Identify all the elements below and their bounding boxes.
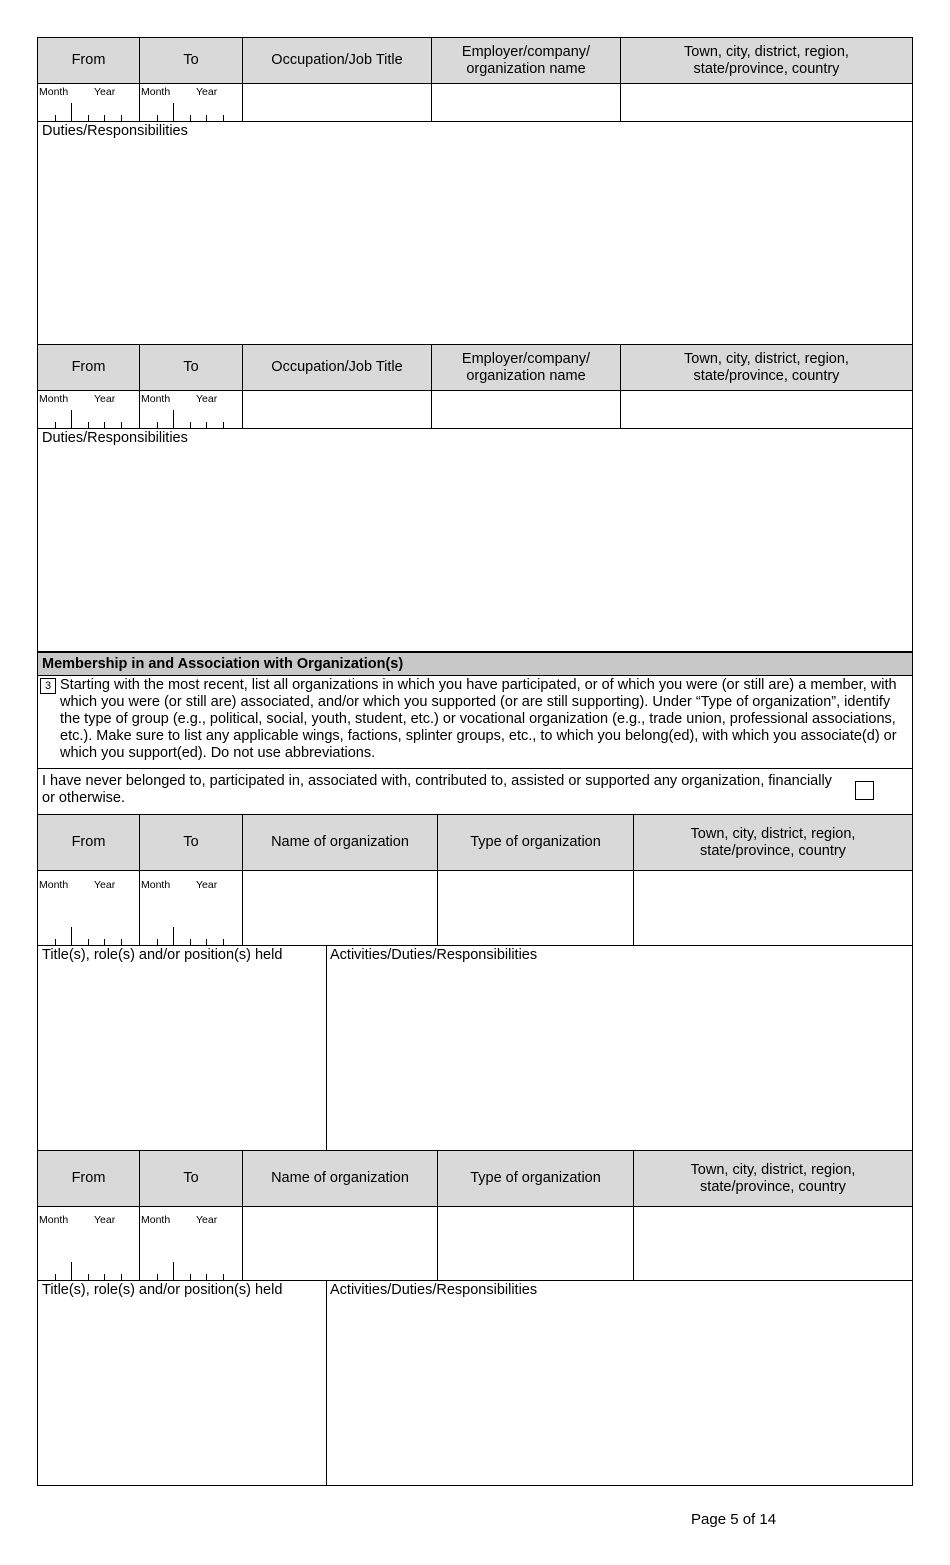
duties-field[interactable] <box>38 429 912 652</box>
org-name-field[interactable] <box>243 1207 438 1281</box>
duties-field[interactable] <box>38 122 912 344</box>
membership-instructions <box>38 676 912 769</box>
year-label: Year <box>196 1214 218 1226</box>
month-label: Month <box>39 1214 69 1226</box>
page-number: Page 5 of 14 <box>691 1511 777 1528</box>
year-label: Year <box>196 86 218 98</box>
header-org-name: Name of organization <box>243 1151 438 1207</box>
org-name-field[interactable] <box>243 871 438 946</box>
from-date-field[interactable] <box>38 1207 140 1281</box>
titles-label: Title(s), role(s) and/or position(s) held <box>42 1282 283 1298</box>
header-location: Town, city, district, region, state/province, country <box>621 38 912 84</box>
location-field[interactable] <box>621 84 912 122</box>
membership-section-title: Membership in and Association with Organization(s) <box>38 653 912 676</box>
year-label: Year <box>94 879 116 891</box>
location-field[interactable] <box>634 871 912 946</box>
header-org-type: Type of organization <box>438 815 634 871</box>
instructions-text: Starting with the most recent, list all organizations in which you have participated, or of which you were (or still are) a member, with which you were (or still are) associated, and/or which you supported (or are still supporting). Under “Type of organization”, identify the type of group (e.g., political, social, youth, student, etc.) or vocational organization (e.g., trade union, professional associations, etc.). Make sure to list any applicable wings, factions, splinter groups, etc., to which you belong(ed), with which you associate(d) or which you support(ed). Do not use abbreviations. <box>60 677 897 761</box>
never-belonged-row <box>38 769 912 815</box>
org-type-field[interactable] <box>438 871 634 946</box>
header-to: To <box>140 815 243 871</box>
header-occupation: Occupation/Job Title <box>243 345 432 391</box>
duties-label: Duties/Responsibilities <box>42 430 188 446</box>
duties-label: Duties/Responsibilities <box>42 123 188 139</box>
from-date-field[interactable] <box>38 391 140 429</box>
employer-field[interactable] <box>432 84 621 122</box>
from-date-field[interactable] <box>38 871 140 946</box>
header-employer: Employer/company/ organization name <box>432 38 621 84</box>
titles-field[interactable] <box>38 946 327 1151</box>
employer-field[interactable] <box>432 391 621 429</box>
month-label: Month <box>39 393 69 405</box>
occupation-field[interactable] <box>243 391 432 429</box>
header-org-name: Name of organization <box>243 815 438 871</box>
to-date-field[interactable] <box>140 1207 243 1281</box>
year-label: Year <box>94 86 116 98</box>
activities-label: Activities/Duties/Responsibilities <box>330 947 538 963</box>
header-occupation: Occupation/Job Title <box>243 38 432 84</box>
header-location: Town, city, district, region, state/province, country <box>634 1151 912 1207</box>
titles-label: Title(s), role(s) and/or position(s) held <box>42 947 283 963</box>
never-belonged-text: I have never belonged to, participated in, associated with, contributed to, assisted or supported any organization, financially or otherwise. <box>42 773 832 806</box>
header-from: From <box>38 345 140 391</box>
to-date-field[interactable] <box>140 84 243 122</box>
month-label: Month <box>141 879 171 891</box>
year-label: Year <box>94 393 116 405</box>
header-location: Town, city, district, region, state/province, country <box>621 345 912 391</box>
year-label: Year <box>94 1214 116 1226</box>
year-label: Year <box>196 393 218 405</box>
activities-field[interactable] <box>327 1281 912 1485</box>
to-date-field[interactable] <box>140 391 243 429</box>
activities-label: Activities/Duties/Responsibilities <box>330 1282 538 1298</box>
year-label: Year <box>196 879 218 891</box>
occupation-field[interactable] <box>243 84 432 122</box>
never-belonged-checkbox[interactable] <box>855 781 874 800</box>
header-from: From <box>38 815 140 871</box>
header-to: To <box>140 38 243 84</box>
header-org-type: Type of organization <box>438 1151 634 1207</box>
header-employer: Employer/company/ organization name <box>432 345 621 391</box>
month-label: Month <box>141 1214 171 1226</box>
month-label: Month <box>141 393 171 405</box>
question-number: 3 <box>40 678 56 694</box>
month-label: Month <box>39 86 69 98</box>
to-date-field[interactable] <box>140 871 243 946</box>
location-field[interactable] <box>621 391 912 429</box>
header-location: Town, city, district, region, state/province, country <box>634 815 912 871</box>
titles-field[interactable] <box>38 1281 327 1485</box>
from-date-field[interactable] <box>38 84 140 122</box>
month-label: Month <box>141 86 171 98</box>
header-to: To <box>140 345 243 391</box>
activities-field[interactable] <box>327 946 912 1151</box>
header-from: From <box>38 1151 140 1207</box>
header-to: To <box>140 1151 243 1207</box>
location-field[interactable] <box>634 1207 912 1281</box>
header-from: From <box>38 38 140 84</box>
month-label: Month <box>39 879 69 891</box>
org-type-field[interactable] <box>438 1207 634 1281</box>
